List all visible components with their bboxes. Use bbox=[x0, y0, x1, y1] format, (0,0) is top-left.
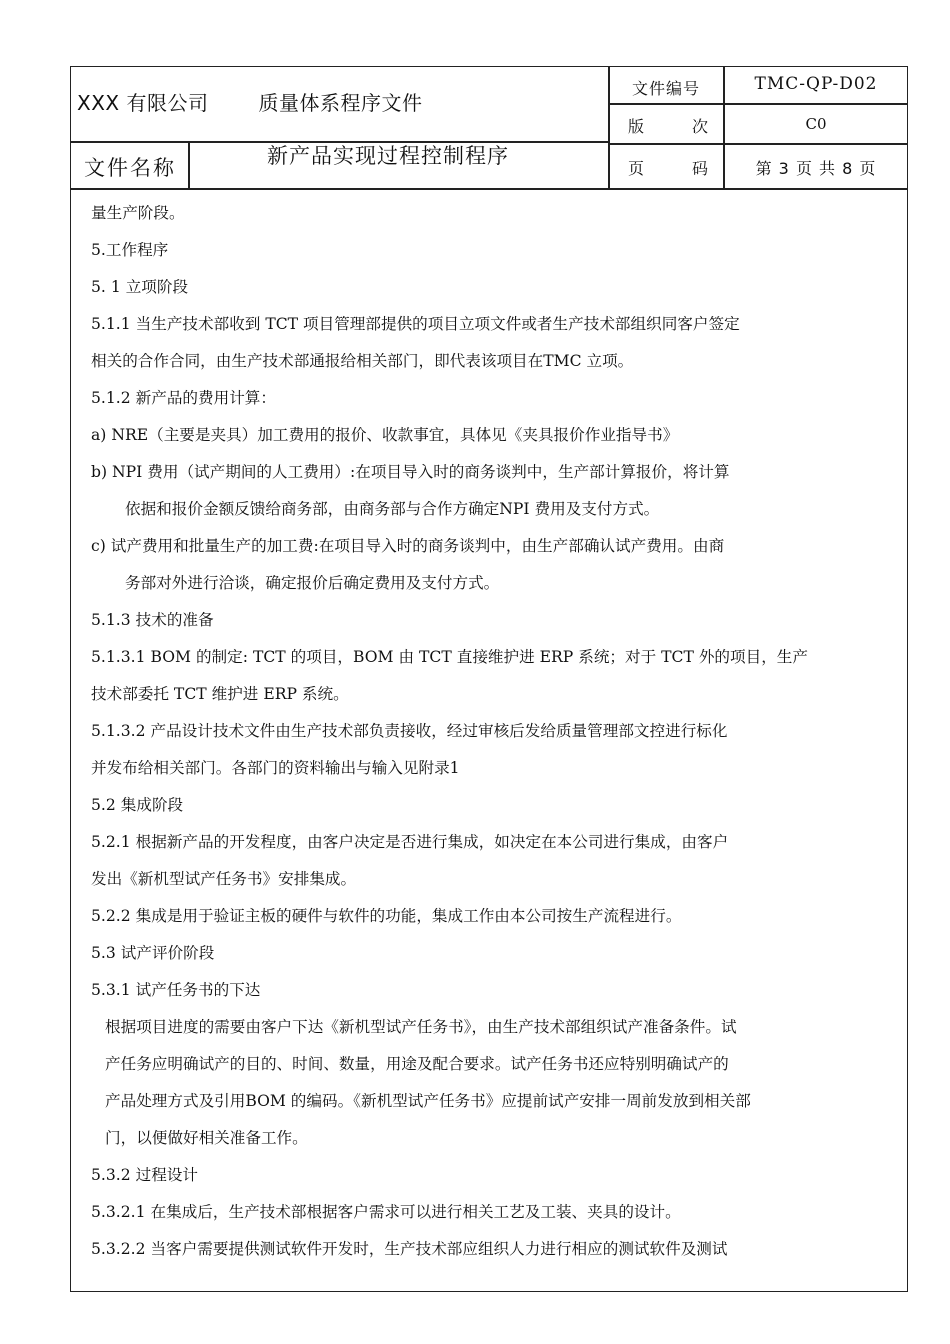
text-line: 技术部委托 TCT 维护进 ERP 系统。 bbox=[91, 685, 349, 703]
company-and-doc-type bbox=[77, 81, 422, 121]
document-type: 质量体系程序文件 bbox=[258, 90, 423, 115]
text-line: 5.1.3.1 BOM 的制定: TCT 的项目，BOM 由 TCT 直接维护进 ERP 系统；对于 TCT 外的项目，生产 bbox=[91, 648, 808, 666]
divider bbox=[71, 188, 908, 190]
text-line: 发出《新机型试产任务书》安排集成。 bbox=[91, 870, 357, 888]
section-heading: 5.3.2 过程设计 bbox=[91, 1166, 199, 1184]
text-line: 务部对外进行洽谈，确定报价后确定费用及支付方式。 bbox=[125, 574, 500, 592]
divider bbox=[71, 141, 608, 143]
text-line: 根据项目进度的需要由客户下达《新机型试产任务书》，由生产技术部组织试产准备条件。试 bbox=[105, 1018, 737, 1036]
text-line: 依据和报价金额反馈给商务部，由商务部与合作方确定NPI 费用及支付方式。 bbox=[125, 500, 660, 518]
divider bbox=[188, 141, 190, 189]
file-name-label: 文件名称 bbox=[84, 156, 176, 180]
list-item: c) 试产费用和批量生产的加工费:在项目导入时的商务谈判中，由生产部确认试产费用。由商 bbox=[91, 537, 725, 555]
document-page bbox=[70, 66, 908, 1292]
text-line: 5.1.1 当生产技术部收到 TCT 项目管理部提供的项目立项文件或者生产技术部组织同客户签定 bbox=[91, 315, 740, 333]
text-line: 5.1.3.2 产品设计技术文件由生产技术部负责接收，经过审核后发给质量管理部文控进行标化 bbox=[91, 722, 728, 740]
text-line: 量生产阶段。 bbox=[91, 204, 185, 222]
document-header bbox=[71, 67, 907, 189]
text-line: 产品处理方式及引用BOM 的编码。《新机型试产任务书》应提前试产安排一周前发放到相关部 bbox=[105, 1092, 751, 1110]
document-body bbox=[91, 195, 891, 1268]
version-value: C0 bbox=[805, 115, 827, 133]
section-heading: 5. 1 立项阶段 bbox=[91, 278, 189, 296]
version-label: 版 次 bbox=[628, 116, 708, 136]
section-heading: 5.工作程序 bbox=[91, 241, 169, 259]
list-item: a) NRE（主要是夹具）加工费用的报价、收款事宜，具体见《夹具报价作业指导书》 bbox=[91, 426, 679, 444]
company-name: XXX 有限公司 bbox=[77, 90, 209, 115]
file-name-value: 新产品实现过程控制程序 bbox=[267, 144, 509, 168]
doc-number-value: TMC-QP-D02 bbox=[754, 74, 878, 94]
section-heading: 5.2 集成阶段 bbox=[91, 796, 184, 814]
text-line: 门，以便做好相关准备工作。 bbox=[105, 1129, 308, 1147]
section-heading: 5.3 试产评价阶段 bbox=[91, 944, 215, 962]
page-value: 第 3 页 共 8 页 bbox=[755, 158, 877, 178]
section-heading: 5.1.2 新产品的费用计算： bbox=[91, 389, 276, 407]
text-line: 5.2.1 根据新产品的开发程度，由客户决定是否进行集成，如决定在本公司进行集成，由客户 bbox=[91, 833, 729, 851]
divider bbox=[608, 103, 908, 105]
text-line: 产任务应明确试产的目的、时间、数量，用途及配合要求。试产任务书还应特别明确试产的 bbox=[105, 1055, 729, 1073]
section-heading: 5.3.1 试产任务书的下达 bbox=[91, 981, 261, 999]
section-heading: 5.1.3 技术的准备 bbox=[91, 611, 214, 629]
divider bbox=[608, 67, 610, 189]
doc-number-label: 文件编号 bbox=[631, 78, 700, 98]
text-line: 5.3.2.2 当客户需要提供测试软件开发时，生产技术部应组织人力进行相应的测试软件及测试 bbox=[91, 1240, 728, 1258]
text-line: 并发布给相关部门。各部门的资料输出与输入见附录1 bbox=[91, 759, 460, 777]
page-label: 页 码 bbox=[628, 158, 708, 178]
text-line: 5.3.2.1 在集成后，生产技术部根据客户需求可以进行相关工艺及工装、夹具的设计。 bbox=[91, 1203, 681, 1221]
list-item: b) NPI 费用（试产期间的人工费用）:在项目导入时的商务谈判中，生产部计算报价，将计算 bbox=[91, 463, 730, 481]
divider bbox=[723, 67, 725, 189]
text-line: 相关的合作合同，由生产技术部通报给相关部门，即代表该项目在TMC 立项。 bbox=[91, 352, 634, 370]
text-line: 5.2.2 集成是用于验证主板的硬件与软件的功能，集成工作由本公司按生产流程进行。 bbox=[91, 907, 682, 925]
divider bbox=[608, 143, 908, 145]
